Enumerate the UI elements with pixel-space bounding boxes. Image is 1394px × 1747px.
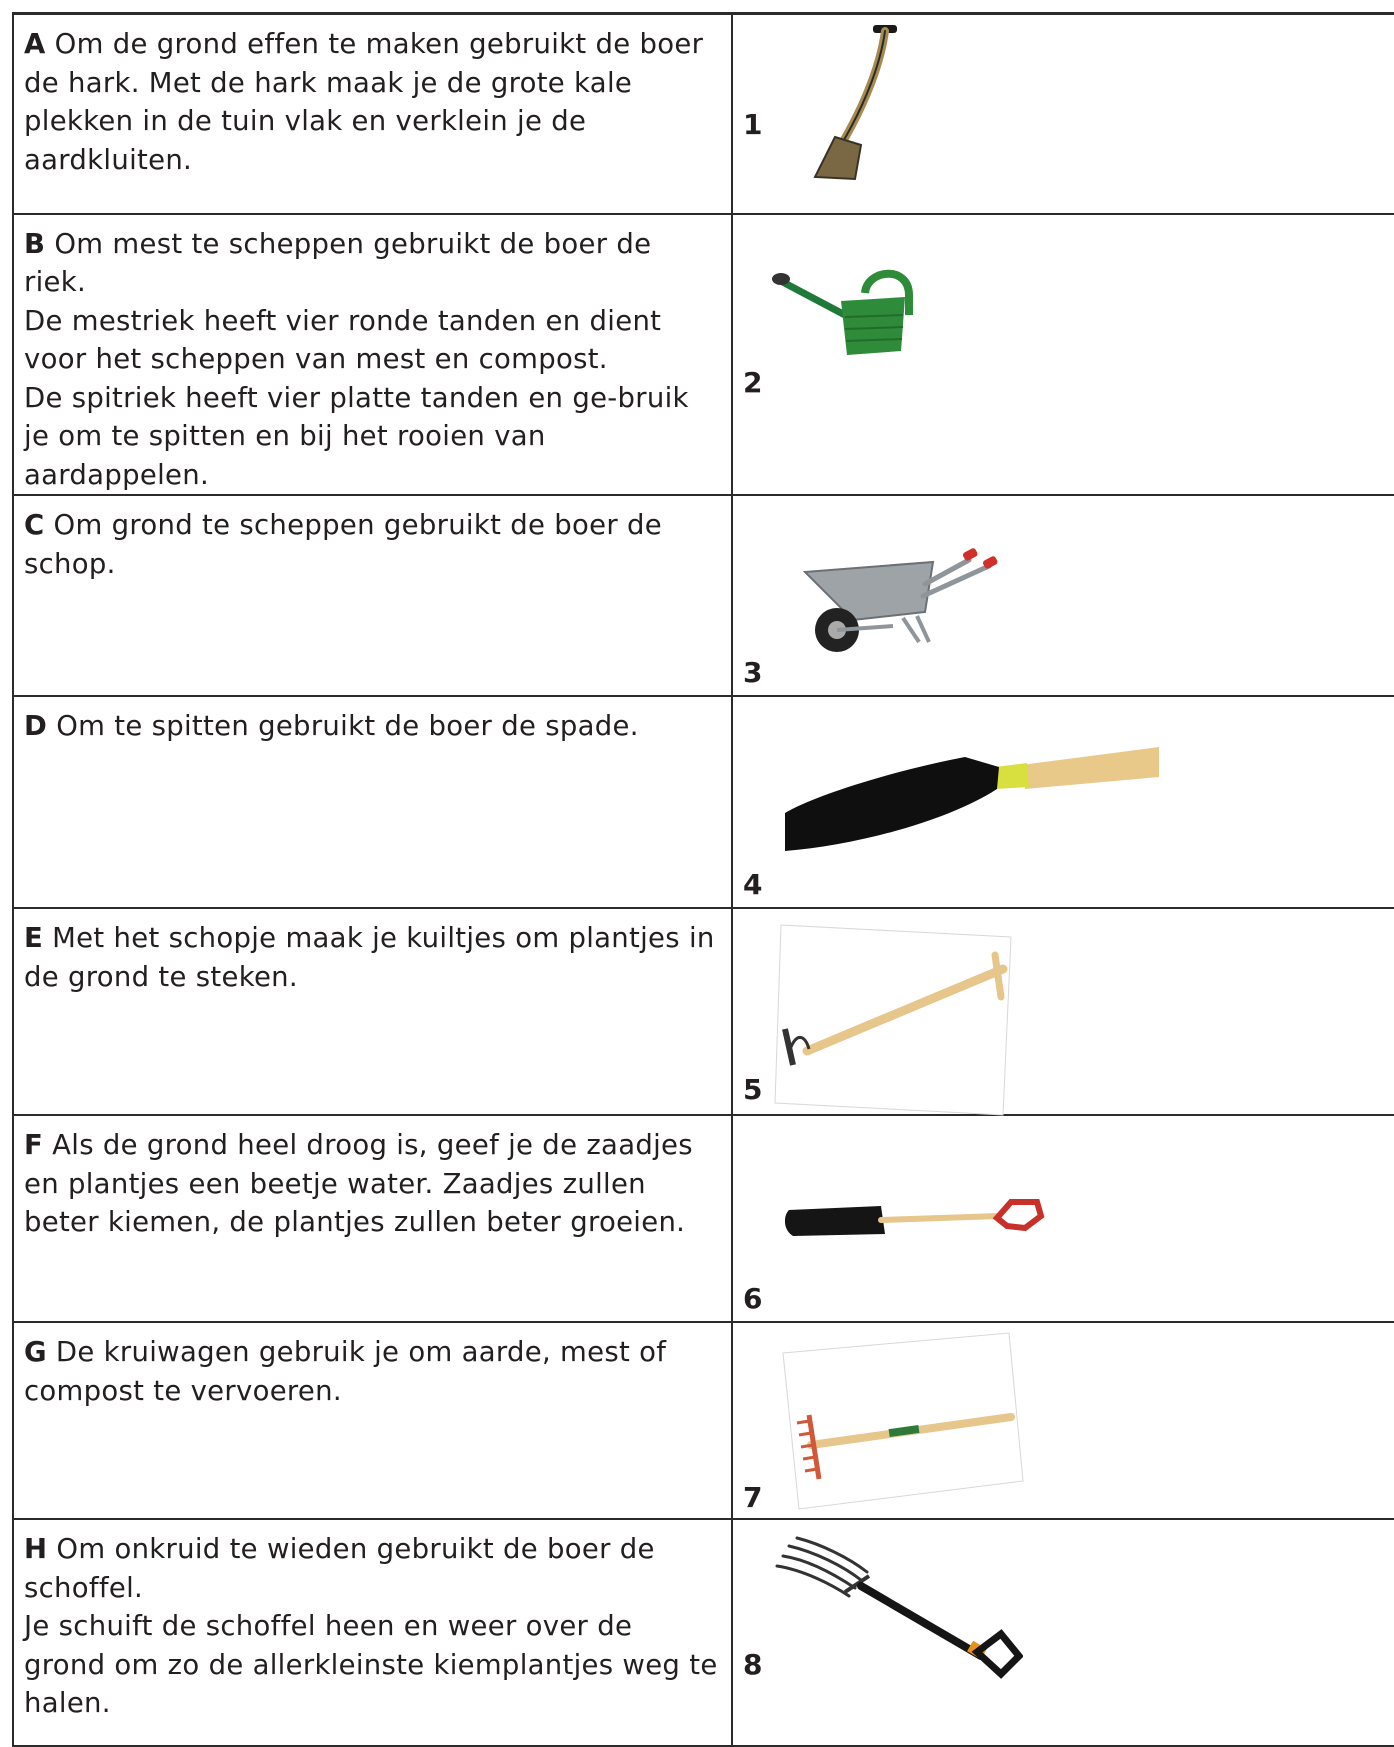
rake-icon: [779, 1329, 1029, 1511]
description-line: [24, 1333, 719, 1410]
description-text: Om grond te scheppen gebruikt de boer de schop.: [24, 509, 662, 580]
image-cell: [732, 696, 1394, 908]
description-text: Als de grond heel droog is, geef je de zaadjes en plantjes een beetje water. Zaadjes zullen beter kiemen, de plantjes zullen beter groeien.: [24, 1129, 693, 1238]
description-line: [24, 707, 719, 746]
table-row: [13, 14, 1394, 214]
description-text: Je schuift de schoffel heen en weer over de grond om zo de allerkleinste kiemplantjes weg te halen.: [24, 1610, 718, 1719]
row-letter: D: [24, 710, 48, 742]
description-cell: [13, 908, 732, 1115]
description-line: [24, 25, 719, 179]
item-number: 5: [743, 1073, 763, 1106]
table-row: [13, 1519, 1394, 1746]
image-cell: [732, 214, 1394, 496]
table-row: [13, 214, 1394, 496]
description-text: De kruiwagen gebruik je om aarde, mest of compost te vervoeren.: [24, 1336, 667, 1407]
description-text: Om te spitten gebruikt de boer de spade.: [56, 710, 639, 742]
table-row: [13, 1115, 1394, 1322]
item-number: 3: [743, 656, 763, 689]
description-text: Om onkruid te wieden gebruikt de boer de schoffel.: [24, 1533, 655, 1604]
matching-table: [12, 12, 1394, 1747]
row-letter: B: [24, 227, 46, 260]
description-text: Om mest te scheppen gebruikt de boer de riek.: [24, 227, 652, 298]
table-row: [13, 696, 1394, 908]
wheelbarrow-icon: [793, 538, 1003, 658]
description-cell: [13, 214, 732, 496]
description-cell: [13, 696, 732, 908]
description-cell: [13, 1322, 732, 1519]
shovel-icon: [769, 21, 929, 191]
watering-can-icon: [771, 265, 921, 365]
row-letter: A: [24, 28, 46, 60]
description-text: De mestriek heeft vier ronde tanden en dient voor het scheppen van mest en compost.: [24, 304, 662, 375]
image-cell: [732, 1322, 1394, 1519]
table-row: [13, 908, 1394, 1115]
item-number: 6: [743, 1282, 763, 1315]
row-letter: G: [24, 1336, 47, 1368]
image-cell: [732, 1115, 1394, 1322]
hoe-icon: [771, 917, 1021, 1117]
row-letter: C: [24, 509, 45, 541]
row-letter: F: [24, 1129, 44, 1161]
description-line: [24, 1126, 719, 1242]
description-line: [24, 1530, 719, 1607]
spade-icon: [785, 1196, 1055, 1246]
table-row: [13, 495, 1394, 696]
image-cell: [732, 908, 1394, 1115]
table-row: [13, 1322, 1394, 1519]
trowel-icon: [781, 727, 1161, 867]
description-cell: [13, 495, 732, 696]
description-cell: [13, 1519, 732, 1746]
description-line: [24, 919, 719, 996]
item-number: 2: [743, 365, 763, 399]
description-cell: [13, 14, 732, 214]
description-text: Met het schopje maak je kuiltjes om plantjes in de grond te steken.: [24, 922, 715, 993]
item-number: 1: [743, 108, 763, 141]
item-number: 8: [743, 1648, 763, 1681]
image-cell: [732, 495, 1394, 696]
item-number: 7: [743, 1481, 763, 1514]
description-line: [24, 225, 719, 302]
description-line: [24, 506, 719, 583]
description-cell: [13, 1115, 732, 1322]
image-cell: [732, 1519, 1394, 1746]
item-number: 4: [743, 868, 763, 901]
description-text: Om de grond effen te maken gebruikt de boer de hark. Met de hark maak je de grote kale plekken in de tuin vlak en verklein je de aardkluiten.: [24, 28, 704, 176]
description-text: De spitriek heeft vier platte tanden en ge-bruik je om te spitten en bij het rooien van aardappelen.: [24, 381, 689, 491]
row-letter: H: [24, 1533, 48, 1565]
image-cell: [732, 14, 1394, 214]
row-letter: E: [24, 922, 44, 954]
fork-icon: [773, 1532, 1023, 1682]
